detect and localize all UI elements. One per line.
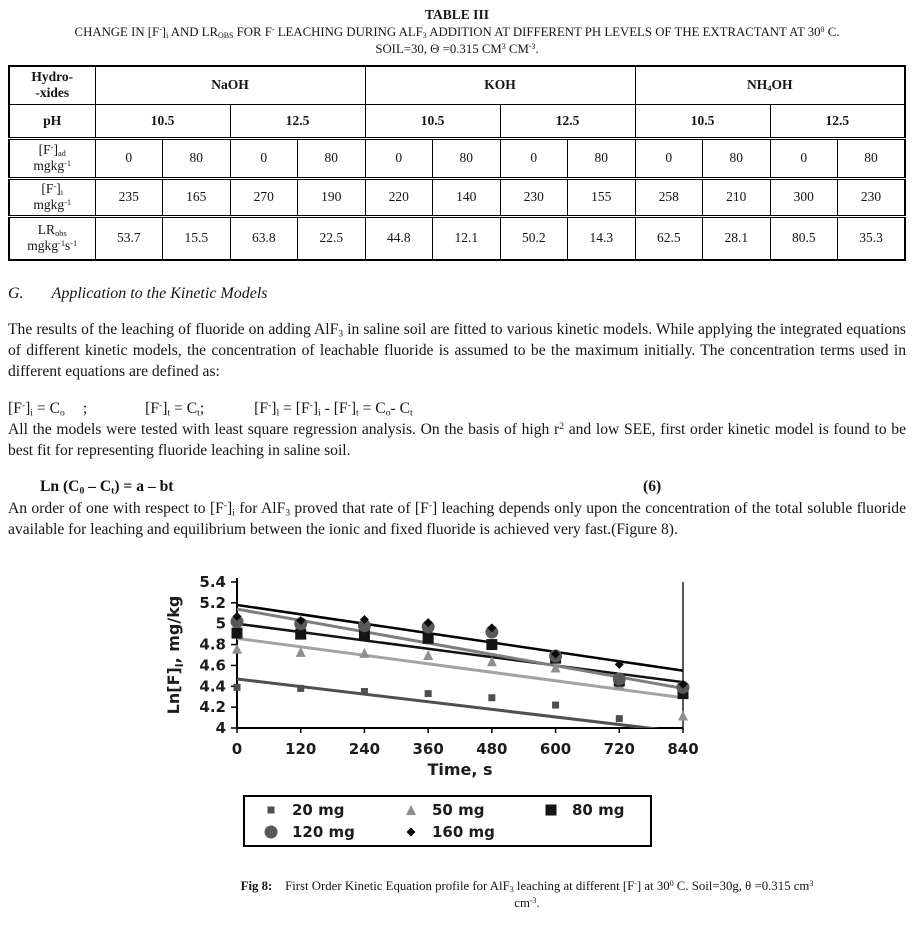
- chart-legend: [243, 795, 652, 847]
- table-subtitle: CHANGE IN $[F^-]_i$ AND $LR_{OBS}$ FOR F- LEACHING DURING $ALF_3$ ADDITION AT DIFFERENT PH LEVELS OF THE EXTRACTANT AT $30^0$ C.: [74, 25, 840, 40]
- chart-canvas: [165, 566, 725, 781]
- legend-item: [403, 823, 543, 841]
- table-cell: 0: [365, 138, 433, 178]
- data-point: [295, 629, 306, 640]
- table-cell: 0: [95, 138, 163, 178]
- data-point: [268, 807, 275, 814]
- data-point: [423, 650, 433, 660]
- table-row-f-initial: [9, 178, 905, 216]
- x-tick-label: 240: [348, 740, 381, 758]
- data-point: [425, 690, 432, 697]
- table-cell: 165: [163, 178, 231, 216]
- y-tick-label: 5.2: [199, 593, 226, 612]
- table-cell: 230: [838, 178, 906, 216]
- table-row-label: $[F^-]_{ad}$ mgkg$^{-1}$: [9, 138, 95, 178]
- legend-item: [263, 823, 403, 841]
- table-cell: 0: [230, 138, 298, 178]
- table-cell: 80: [838, 138, 906, 178]
- x-tick-label: 360: [412, 740, 444, 758]
- table-cell: 270: [230, 178, 298, 216]
- legend-marker-square-icon: [543, 802, 559, 818]
- table-title: TABLE III: [425, 7, 489, 22]
- legend-item: [543, 801, 650, 819]
- definition-term: $[F^-]_i = C_o$: [8, 399, 65, 418]
- legend-marker-triangle-icon: [403, 802, 419, 818]
- table-cell: 10.5: [95, 104, 230, 138]
- figure-caption: [140, 878, 914, 912]
- table-cell: 12.5: [230, 104, 365, 138]
- x-tick-label: 480: [476, 740, 508, 758]
- data-point: [613, 672, 626, 685]
- data-point: [359, 648, 369, 658]
- figure-caption-line1: Fig 8: First Order Kinetic Equation profile for AlF$_3$ leaching at different [F-] at $30^0$ C. Soil=30g, θ =0.315 $cm^3$: [240, 879, 814, 894]
- table-cell: $NH_4OH$: [635, 66, 905, 104]
- data-point: [488, 694, 495, 701]
- x-tick-label: 0: [231, 740, 243, 758]
- table-cell: 14.3: [568, 216, 636, 260]
- legend-label: 20 mg: [292, 801, 345, 819]
- paragraph-3: An order of one with respect to $[F^-]_i$ for AlF$_3$ proved that rate of [F-] leaching depends only upon the concentration of the total soluble fluoride available for leaching and equilibrium between the ionic and fixed fluoride is achieved very fast.(Figure 8).: [8, 500, 906, 539]
- data-point: [678, 710, 688, 720]
- table-cell: 12.5: [770, 104, 905, 138]
- equation-number: (6): [643, 478, 662, 496]
- table-cell: 80: [568, 138, 636, 178]
- table-cell: 235: [95, 178, 163, 216]
- table-row-hydroxides: [9, 66, 905, 104]
- y-tick-label: 5.4: [199, 573, 226, 591]
- data-point: [616, 715, 623, 722]
- table-cell: 155: [568, 178, 636, 216]
- table-cell: 80: [163, 138, 231, 178]
- data-point: [406, 805, 416, 815]
- table-cell: 0: [770, 138, 838, 178]
- x-tick-label: 120: [285, 740, 317, 758]
- table-cell: NaOH: [95, 66, 365, 104]
- data-point: [552, 702, 559, 709]
- data-point: [423, 633, 434, 644]
- data-point: [265, 826, 278, 839]
- y-axis-title: $Ln[F]_l$, mg/kg: [165, 595, 186, 715]
- table-cell: 258: [635, 178, 703, 216]
- table-row-ph: [9, 104, 905, 138]
- y-tick-label: 4.8: [199, 635, 226, 654]
- data-point: [361, 688, 368, 695]
- table-iii: [8, 65, 906, 261]
- section-title: Application to the Kinetic Models: [51, 285, 268, 302]
- legend-label: 80 mg: [572, 801, 625, 819]
- table-cell: 50.2: [500, 216, 568, 260]
- x-tick-label: 720: [603, 740, 635, 758]
- table-cell: pH: [9, 104, 95, 138]
- y-tick-label: 4.4: [199, 677, 226, 696]
- section-letter: G.: [8, 285, 24, 302]
- table-cell: 230: [500, 178, 568, 216]
- table-corner-cell: Hydro- -xides: [9, 66, 95, 104]
- x-tick-label: 840: [667, 740, 699, 758]
- table-cell: 80: [433, 138, 501, 178]
- table-cell: 140: [433, 178, 501, 216]
- table-cell: 190: [298, 178, 366, 216]
- legend-item: [263, 801, 403, 819]
- legend-marker-diamond-icon: [403, 824, 419, 840]
- table-row-lr-obs: [9, 216, 905, 260]
- table-cell: 80.5: [770, 216, 838, 260]
- table-cell: 0: [500, 138, 568, 178]
- legend-label: 160 mg: [432, 823, 495, 841]
- definition-term: $[F^-]_l = [F^-]_i - [F^-]_t = C_o-$ $C_t$: [254, 399, 413, 418]
- data-point: [546, 805, 557, 816]
- table-cell: 22.5: [298, 216, 366, 260]
- legend-label: 50 mg: [432, 801, 485, 819]
- definitions-line: [8, 398, 906, 419]
- table-cell: 10.5: [365, 104, 500, 138]
- table-cell: 300: [770, 178, 838, 216]
- definition-separator: ;: [82, 399, 88, 417]
- table-cell: 62.5: [635, 216, 703, 260]
- figure-caption-line2: $cm^{-3}$.: [514, 896, 540, 910]
- table-cell: 80: [703, 138, 771, 178]
- x-tick-label: 600: [539, 740, 572, 758]
- table-cell: 28.1: [703, 216, 771, 260]
- x-axis-title: Time, s: [427, 760, 493, 779]
- y-tick-label: 4.6: [199, 656, 226, 675]
- paragraph-1: The results of the leaching of fluoride on adding AlF$_3$ in saline soil are fitted to various kinetic models. While applying the integrated equations of different kinetic models, the concentration of leachable fluoride is assumed to be the maximum initially. The concentration terms used in different equations are defined as:: [8, 321, 906, 380]
- table-row-label: $LR_{obs}$ $mgkg^{-1}s^{-1}$: [9, 216, 95, 260]
- y-tick-label: 4.2: [199, 698, 226, 717]
- data-point: [234, 684, 241, 691]
- table-cell: KOH: [365, 66, 635, 104]
- data-point: [486, 639, 497, 650]
- section-heading: [8, 285, 906, 303]
- legend-label: 120 mg: [292, 823, 355, 841]
- legend-marker-square-icon: [263, 802, 279, 818]
- paragraph-2: All the models were tested with least square regression analysis. On the basis of high $r^2$ and low SEE, first order kinetic model is found to be best fit for representing fluoride leaching in saline soil.: [8, 420, 907, 459]
- table-subtitle-2: SOIL=30, Θ =0.315 $CM^3$ $CM^{-3}$.: [375, 42, 539, 56]
- table-cell: 63.8: [230, 216, 298, 260]
- table-cell: 53.7: [95, 216, 163, 260]
- data-point: [232, 628, 243, 639]
- legend-marker-circle-icon: [263, 824, 279, 840]
- kinetic-chart: [165, 566, 725, 781]
- definition-term: $[F^-]_t = C_t$;: [145, 399, 205, 418]
- table-cell: 15.5: [163, 216, 231, 260]
- table-cell: 10.5: [635, 104, 770, 138]
- data-point: [297, 685, 304, 692]
- table-row-f-added: [9, 138, 905, 178]
- table-row-label: $[F^-]_i$ mgkg$^{-1}$: [9, 178, 95, 216]
- table-cell: 220: [365, 178, 433, 216]
- legend-item: [403, 801, 543, 819]
- table-cell: 0: [635, 138, 703, 178]
- table-cell: 210: [703, 178, 771, 216]
- table-cell: 80: [298, 138, 366, 178]
- data-point: [407, 828, 416, 837]
- table-cell: 12.1: [433, 216, 501, 260]
- table-cell: 44.8: [365, 216, 433, 260]
- y-tick-label: 5: [215, 614, 226, 633]
- equation-6: [8, 476, 906, 498]
- y-tick-label: 4: [215, 719, 226, 737]
- equation-text: Ln $(C_0 - C_t) = a$ – bt: [40, 478, 174, 497]
- table-cell: 35.3: [838, 216, 906, 260]
- table-cell: 12.5: [500, 104, 635, 138]
